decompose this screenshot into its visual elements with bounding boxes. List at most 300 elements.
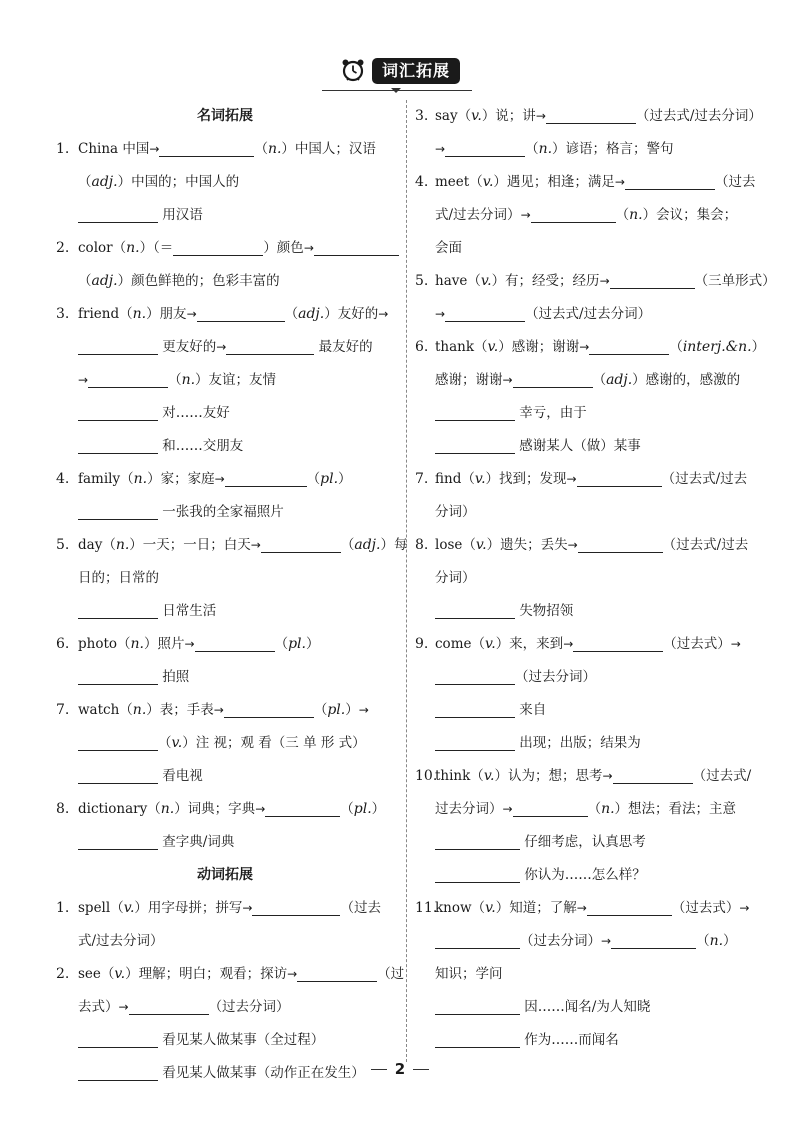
- item-number: 3.: [56, 306, 70, 322]
- exercise-line: [415, 826, 765, 859]
- item-text: [435, 298, 651, 331]
- exercise-line: [415, 166, 765, 199]
- arrow-icon: →: [287, 967, 298, 981]
- arrow-icon: →: [250, 538, 261, 552]
- exercise-line: [415, 463, 765, 496]
- exercise-line: [50, 298, 400, 331]
- arrow-icon: →: [502, 373, 513, 387]
- text-fragment: ）: [751, 339, 766, 355]
- exercise-line: [50, 958, 405, 991]
- text-fragment: photo（: [78, 636, 131, 652]
- arrow-icon: →: [242, 901, 253, 915]
- answer-blank[interactable]: [578, 534, 663, 553]
- text-fragment: 日常生活: [158, 603, 217, 619]
- item-text: [78, 892, 381, 925]
- text-fragment: ）照片: [144, 636, 185, 652]
- text-fragment: （: [669, 339, 683, 355]
- item-text: [78, 166, 239, 199]
- text-fragment: 作为……而闻名: [520, 1032, 619, 1048]
- answer-blank[interactable]: [513, 798, 588, 817]
- answer-blank[interactable]: [226, 336, 314, 355]
- item-text: [78, 793, 385, 826]
- item-number: 8.: [415, 537, 429, 553]
- item-text: [78, 760, 203, 793]
- alarm-clock-icon: [341, 58, 365, 82]
- arrow-icon: →: [216, 340, 227, 354]
- text-fragment: （: [254, 141, 268, 157]
- item-text: [78, 628, 319, 661]
- answer-blank[interactable]: [513, 369, 593, 388]
- exercise-line: [415, 1024, 765, 1057]
- part-of-speech: n.: [133, 471, 148, 487]
- arrow-icon: →: [579, 340, 590, 354]
- part-of-speech: n.: [130, 636, 144, 652]
- arrow-icon: →: [601, 934, 612, 948]
- exercise-line: [50, 760, 400, 793]
- text-fragment: ）遇见；相逢；满足: [493, 174, 615, 190]
- text-fragment: ）: [305, 636, 320, 652]
- text-fragment: watch（: [78, 702, 133, 718]
- answer-blank[interactable]: [197, 303, 285, 322]
- answer-blank[interactable]: [88, 369, 168, 388]
- text-fragment: （过去式/过去: [662, 537, 749, 553]
- arrow-icon: →: [186, 307, 197, 321]
- exercise-line: [415, 925, 765, 958]
- text-fragment: （: [168, 372, 182, 388]
- answer-blank[interactable]: [297, 963, 377, 982]
- answer-blank[interactable]: [78, 831, 158, 850]
- item-text: [78, 694, 369, 727]
- answer-blank[interactable]: [573, 633, 663, 652]
- arrow-icon: →: [566, 472, 577, 486]
- part-of-speech: adj.: [91, 174, 118, 190]
- part-of-speech: n.: [538, 141, 553, 157]
- item-text: [78, 298, 388, 331]
- arrow-icon: →: [184, 637, 195, 651]
- answer-blank[interactable]: [435, 666, 515, 685]
- item-number: 1.: [56, 900, 70, 916]
- arrow-icon: →: [149, 142, 160, 156]
- text-fragment: 感谢某人（做）某事: [515, 438, 641, 454]
- text-fragment: 看见某人做某事（动作正在发生）: [158, 1065, 365, 1081]
- exercise-line: [50, 892, 400, 925]
- part-of-speech: n.: [267, 141, 282, 157]
- text-fragment: ）每: [380, 537, 408, 553]
- exercise-line: [415, 760, 765, 793]
- answer-blank[interactable]: [129, 996, 209, 1015]
- item-text: [435, 331, 765, 364]
- item-text: [78, 397, 230, 430]
- text-fragment: 你认为……怎么样？: [520, 867, 646, 883]
- answer-blank[interactable]: [78, 1029, 158, 1048]
- item-text: [435, 562, 476, 595]
- text-fragment: 看见某人做某事（全过程）: [158, 1032, 325, 1048]
- answer-blank[interactable]: [78, 204, 158, 223]
- answer-blank[interactable]: [435, 831, 520, 850]
- text-fragment: have（: [435, 273, 481, 289]
- item-text: [78, 562, 159, 595]
- arrow-icon: →: [567, 538, 578, 552]
- left-column: [50, 100, 408, 1090]
- arrow-icon: →: [303, 241, 314, 255]
- item-text: [78, 232, 399, 265]
- text-fragment: ）想法；看法；主意: [614, 801, 737, 817]
- text-fragment: ）用字母拼；拼写: [134, 900, 243, 916]
- text-fragment: ）: [371, 801, 386, 817]
- item-text: [78, 430, 243, 463]
- text-fragment: （: [340, 801, 354, 817]
- item-text: [435, 661, 596, 694]
- text-fragment: 用汉语: [158, 207, 203, 223]
- exercise-line: [415, 859, 765, 892]
- text-fragment: （: [592, 372, 607, 388]
- text-fragment: （: [306, 471, 321, 487]
- answer-blank[interactable]: [78, 765, 158, 784]
- arrow-icon: →: [535, 109, 546, 123]
- item-number: 7.: [56, 702, 70, 718]
- subsection-heading: 动词拓展: [197, 867, 253, 883]
- text-fragment: see（: [78, 966, 115, 982]
- item-text: [78, 925, 164, 958]
- text-fragment: 对……友好: [158, 405, 230, 421]
- text-fragment: meet（: [435, 174, 483, 190]
- text-fragment: ）来，来到: [495, 636, 564, 652]
- answer-blank[interactable]: [589, 336, 669, 355]
- answer-blank[interactable]: [78, 666, 158, 685]
- text-fragment: 日的；日常的: [78, 570, 159, 586]
- item-text: [78, 595, 216, 628]
- text-fragment: ）友好的: [324, 306, 379, 322]
- part-of-speech: n.: [601, 801, 615, 817]
- item-number: 4.: [56, 471, 70, 487]
- exercise-line: [415, 397, 765, 430]
- text-fragment: （: [284, 306, 299, 322]
- exercise-line: [415, 694, 765, 727]
- arrow-icon: →: [739, 901, 750, 915]
- item-text: [435, 628, 741, 661]
- answer-blank[interactable]: [610, 270, 695, 289]
- text-fragment: ）会议；集会；: [642, 207, 738, 223]
- answer-blank[interactable]: [78, 600, 158, 619]
- answer-blank[interactable]: [261, 534, 341, 553]
- exercise-line: [50, 430, 400, 463]
- exercise-line: [50, 628, 400, 661]
- text-fragment: （过去式/过去分词）: [525, 306, 652, 322]
- text-fragment: 拍照: [158, 669, 190, 685]
- text-fragment: （: [78, 273, 92, 289]
- part-of-speech: adj.: [354, 537, 381, 553]
- text-fragment: ）感谢；谢谢: [498, 339, 580, 355]
- text-fragment: ）中国的；中国人的: [117, 174, 240, 190]
- answer-blank[interactable]: [78, 402, 158, 421]
- text-fragment: find（: [435, 471, 475, 487]
- item-number: 9.: [415, 636, 429, 652]
- item-text: [435, 793, 736, 826]
- exercise-line: [50, 232, 400, 265]
- text-fragment: （过去式/: [692, 768, 752, 784]
- text-fragment: 会面: [435, 240, 462, 256]
- part-of-speech: v.: [482, 174, 494, 190]
- part-of-speech: v.: [475, 537, 487, 553]
- answer-blank[interactable]: [252, 897, 340, 916]
- exercise-line: [50, 331, 400, 364]
- item-text: [435, 397, 587, 430]
- text-fragment: （: [696, 933, 710, 949]
- answer-blank[interactable]: [611, 930, 696, 949]
- answer-blank[interactable]: [195, 633, 275, 652]
- answer-blank[interactable]: [531, 204, 616, 223]
- part-of-speech: n.: [115, 537, 130, 553]
- text-fragment: 分词）: [435, 570, 476, 586]
- part-of-speech: n.: [709, 933, 724, 949]
- answer-blank[interactable]: [445, 138, 525, 157]
- text-fragment: 式/过去分词）: [78, 933, 164, 949]
- text-fragment: come（: [435, 636, 485, 652]
- text-fragment: ）注 视；观 看（三 单 形 式）: [182, 735, 366, 751]
- part-of-speech: v.: [485, 900, 496, 916]
- part-of-speech: v.: [123, 900, 135, 916]
- text-fragment: ）: [338, 471, 352, 487]
- item-text: [435, 100, 762, 133]
- exercise-line: [50, 694, 400, 727]
- text-fragment: ）: [723, 933, 737, 949]
- exercise-line: [415, 430, 765, 463]
- part-of-speech: interj.&n.: [682, 339, 752, 355]
- text-fragment: ）中国人；汉语: [281, 141, 376, 157]
- part-of-speech: pl.: [353, 801, 372, 817]
- answer-blank[interactable]: [577, 468, 662, 487]
- answer-blank[interactable]: [159, 138, 254, 157]
- item-text: [435, 463, 747, 496]
- text-fragment: ）认为；想；思考: [494, 768, 603, 784]
- text-fragment: 出现；出版；结果为: [515, 735, 641, 751]
- part-of-speech: n.: [126, 240, 140, 256]
- part-of-speech: v.: [480, 273, 492, 289]
- part-of-speech: v.: [471, 108, 482, 124]
- item-text: [435, 364, 740, 397]
- item-text: [435, 760, 751, 793]
- answer-blank[interactable]: [314, 237, 399, 256]
- text-fragment: 因……闻名/为人知晓: [520, 999, 651, 1015]
- item-text: [435, 859, 646, 892]
- arrow-icon: →: [214, 472, 225, 486]
- part-of-speech: v.: [114, 966, 126, 982]
- arrow-icon: →: [599, 274, 610, 288]
- exercise-line: [415, 727, 765, 760]
- text-fragment: （过去分词）: [520, 933, 601, 949]
- text-fragment: say（: [435, 108, 472, 124]
- item-text: [435, 694, 546, 727]
- text-fragment: ）理解；明白；观看；探访: [125, 966, 288, 982]
- text-fragment: 更友好的: [158, 339, 217, 355]
- item-number: 1.: [56, 141, 70, 157]
- arrow-icon: →: [358, 703, 369, 717]
- answer-blank[interactable]: [435, 1029, 520, 1048]
- item-number: 5.: [415, 273, 429, 289]
- exercise-line: [50, 793, 400, 826]
- arrow-icon: →: [118, 1000, 129, 1014]
- column-divider: [406, 100, 407, 1062]
- exercise-line: [50, 727, 400, 760]
- item-number: 11.: [415, 900, 438, 916]
- text-fragment: ）家；家庭: [147, 471, 215, 487]
- exercise-line: [415, 661, 765, 694]
- text-fragment: （过: [377, 966, 405, 982]
- exercise-line: [415, 595, 765, 628]
- answer-blank[interactable]: [78, 501, 158, 520]
- item-number: 6.: [56, 636, 70, 652]
- answer-blank[interactable]: [435, 699, 515, 718]
- text-fragment: （: [158, 735, 172, 751]
- item-text: [78, 991, 290, 1024]
- answer-blank[interactable]: [435, 996, 520, 1015]
- exercise-line: [415, 496, 765, 529]
- title-pointer: [391, 88, 401, 93]
- item-text: [78, 133, 376, 166]
- arrow-icon: →: [255, 802, 266, 816]
- part-of-speech: v.: [474, 471, 486, 487]
- text-fragment: ）知道；了解: [495, 900, 577, 916]
- answer-blank[interactable]: [435, 402, 515, 421]
- exercise-line: [415, 628, 765, 661]
- text-fragment: （过去式）: [671, 900, 740, 916]
- text-fragment: ）表；手表: [146, 702, 214, 718]
- part-of-speech: adj.: [298, 306, 325, 322]
- text-fragment: ）遗失；丢失: [486, 537, 568, 553]
- item-text: [78, 364, 276, 397]
- text-fragment: color（: [78, 240, 127, 256]
- text-fragment: 最友好的: [314, 339, 373, 355]
- arrow-icon: →: [730, 637, 741, 651]
- section-title: 词汇拓展: [372, 58, 460, 84]
- text-fragment: 一张我的全家福照片: [158, 504, 284, 520]
- answer-blank[interactable]: [78, 732, 158, 751]
- item-text: [435, 826, 646, 859]
- exercise-line: [415, 331, 765, 364]
- item-text: [435, 496, 476, 529]
- text-fragment: （过去: [714, 174, 756, 190]
- part-of-speech: pl.: [320, 471, 339, 487]
- item-text: [435, 892, 749, 925]
- text-fragment: （: [525, 141, 539, 157]
- page-number: 2: [394, 1060, 406, 1078]
- text-fragment: （: [340, 537, 355, 553]
- text-fragment: think（: [435, 768, 484, 784]
- item-text: [78, 826, 234, 859]
- item-text: [435, 595, 573, 628]
- exercise-line: [415, 133, 765, 166]
- answer-blank[interactable]: [173, 237, 263, 256]
- item-text: [78, 1024, 324, 1057]
- part-of-speech: adj.: [91, 273, 118, 289]
- answer-blank[interactable]: [78, 336, 158, 355]
- item-number: 10.: [415, 768, 438, 784]
- answer-blank[interactable]: [265, 798, 340, 817]
- text-fragment: ）找到；发现: [485, 471, 567, 487]
- part-of-speech: v.: [483, 768, 495, 784]
- item-text: [435, 925, 737, 958]
- exercise-line: [50, 925, 400, 958]
- item-text: [435, 133, 674, 166]
- exercise-line: [415, 265, 776, 298]
- part-of-speech: v.: [171, 735, 183, 751]
- item-text: [78, 958, 404, 991]
- answer-blank[interactable]: [78, 435, 158, 454]
- arrow-icon: →: [435, 142, 446, 156]
- arrow-icon: →: [563, 637, 574, 651]
- exercise-line: [50, 529, 408, 562]
- text-fragment: dictionary（: [78, 801, 161, 817]
- text-fragment: 失物招领: [515, 603, 574, 619]
- exercise-line: [50, 166, 400, 199]
- exercise-line: [415, 100, 765, 133]
- answer-blank[interactable]: [613, 765, 693, 784]
- part-of-speech: pl.: [288, 636, 306, 652]
- text-fragment: know（: [435, 900, 486, 916]
- arrow-icon: →: [378, 307, 389, 321]
- exercise-line: [415, 991, 765, 1024]
- item-text: [435, 166, 755, 199]
- text-fragment: （过去式）: [663, 636, 731, 652]
- text-fragment: ）颜色: [263, 240, 304, 256]
- arrow-icon: →: [520, 208, 531, 222]
- part-of-speech: adj.: [606, 372, 633, 388]
- text-fragment: 来自: [515, 702, 547, 718]
- text-fragment: （: [274, 636, 289, 652]
- answer-blank[interactable]: [435, 930, 520, 949]
- text-fragment: 查字典/词典: [158, 834, 235, 850]
- text-fragment: 幸亏，由于: [515, 405, 587, 421]
- text-fragment: （: [313, 702, 328, 718]
- arrow-icon: →: [435, 307, 446, 321]
- exercise-line: [415, 298, 765, 331]
- item-text: [435, 727, 641, 760]
- item-text: [435, 430, 641, 463]
- arrow-icon: →: [576, 901, 587, 915]
- answer-blank[interactable]: [435, 435, 515, 454]
- item-text: [78, 727, 366, 760]
- text-fragment: （过去式/过去: [661, 471, 748, 487]
- exercise-line: [50, 397, 400, 430]
- text-fragment: 看电视: [158, 768, 203, 784]
- answer-blank[interactable]: [435, 864, 520, 883]
- text-fragment: ）颜色鲜艳的；色彩丰富的: [117, 273, 280, 289]
- exercise-line: [50, 991, 400, 1024]
- item-number: 2.: [56, 966, 70, 982]
- item-number: 4.: [415, 174, 429, 190]
- answer-blank[interactable]: [445, 303, 525, 322]
- text-fragment: day（: [78, 537, 116, 553]
- answer-blank[interactable]: [625, 171, 715, 190]
- text-fragment: 和……交朋友: [158, 438, 244, 454]
- exercise-line: [415, 199, 765, 232]
- item-number: 7.: [415, 471, 429, 487]
- answer-blank[interactable]: [546, 105, 636, 124]
- answer-blank[interactable]: [587, 897, 672, 916]
- text-fragment: ）说；讲: [481, 108, 536, 124]
- text-fragment: （过去式/过去分词）: [635, 108, 762, 124]
- item-text: [435, 958, 503, 991]
- text-fragment: （过去分词）: [515, 669, 596, 685]
- answer-blank[interactable]: [225, 468, 307, 487]
- item-text: [435, 991, 650, 1024]
- item-text: [435, 529, 748, 562]
- answer-blank[interactable]: [435, 732, 515, 751]
- answer-blank[interactable]: [435, 600, 515, 619]
- text-fragment: ）友谊；友情: [195, 372, 277, 388]
- exercise-line: [415, 529, 765, 562]
- answer-blank[interactable]: [224, 699, 314, 718]
